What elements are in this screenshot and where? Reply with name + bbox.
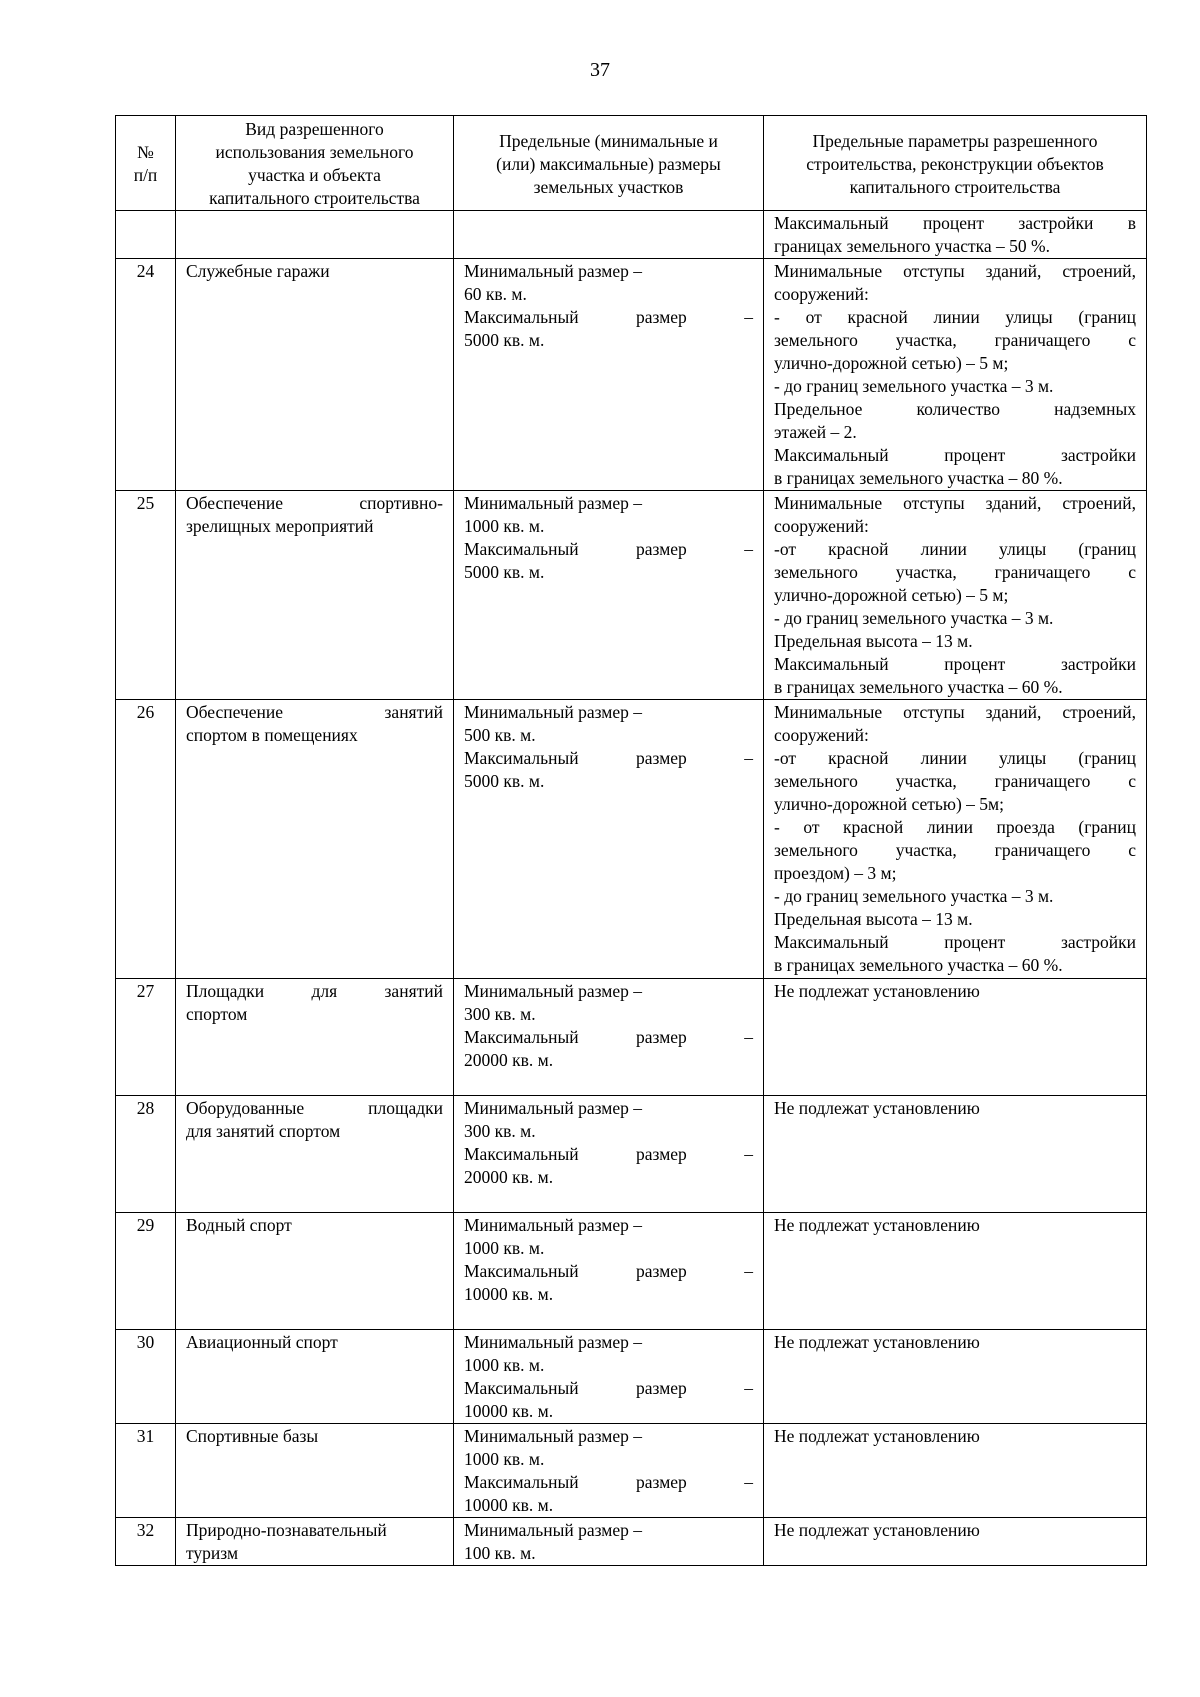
cell-line: Минимальный размер – xyxy=(464,702,643,722)
row-number: 31 xyxy=(116,1424,176,1518)
use-type-cell xyxy=(176,211,454,259)
cell-line: - до границ земельного участка – 3 м. xyxy=(774,376,1054,396)
row-number: 24 xyxy=(116,259,176,491)
build-params-cell xyxy=(764,1424,1147,1518)
cell-line: 20000 кв. м. xyxy=(464,1167,554,1187)
table-body xyxy=(116,211,1147,1566)
build-params-cell xyxy=(764,491,1147,700)
row-number: 26 xyxy=(116,700,176,979)
use-type-cell xyxy=(176,1330,454,1424)
build-params-cell xyxy=(764,259,1147,491)
cell-line: Минимальный размер – xyxy=(464,1426,643,1446)
cell-line: Предельная высота – 13 м. xyxy=(774,631,973,651)
cell-line: зрелищных мероприятий xyxy=(186,516,374,536)
table-row xyxy=(116,259,1147,491)
cell-line: земельного участка, граничащего с xyxy=(774,840,1136,860)
cell-line: для занятий спортом xyxy=(186,1121,341,1141)
cell-line: Максимальный процент застройки в xyxy=(774,213,1136,233)
cell-line: сооружений: xyxy=(774,284,869,304)
cell-line: в границах земельного участка – 60 %. xyxy=(774,677,1063,697)
cell-line: Минимальный размер – xyxy=(464,1215,643,1235)
cell-line: 5000 кв. м. xyxy=(464,771,545,791)
cell-line: Максимальный размер – xyxy=(464,1261,753,1281)
cell-line: Не подлежат установлению xyxy=(774,1426,980,1446)
header-line: № xyxy=(137,142,154,162)
header-line: Предельные (минимальные и xyxy=(499,130,718,151)
row-number: 28 xyxy=(116,1096,176,1213)
cell-line: Не подлежат установлению xyxy=(774,1332,980,1352)
cell-line: сооружений: xyxy=(774,516,869,536)
cell-line: - до границ земельного участка – 3 м. xyxy=(774,608,1054,628)
cell-line: 10000 кв. м. xyxy=(464,1495,554,1515)
header-line: земельных участков xyxy=(533,176,684,197)
cell-line: 60 кв. м. xyxy=(464,284,527,304)
page-number: 37 xyxy=(590,59,610,81)
cell-line: Максимальный размер – xyxy=(464,748,753,768)
cell-line: улично-дорожной сетью) – 5 м; xyxy=(774,585,1009,605)
cell-line: Не подлежат установлению xyxy=(774,981,980,1001)
header-plot-sizes xyxy=(454,116,764,211)
table-row xyxy=(116,1096,1147,1213)
cell-line: Максимальный размер – xyxy=(464,307,753,327)
header-line: капитального строительства xyxy=(209,188,420,208)
table-row xyxy=(116,1424,1147,1518)
header-line: (или) максимальные) размеры xyxy=(496,153,721,174)
plot-size-cell xyxy=(454,979,764,1096)
header-number xyxy=(116,116,176,211)
use-type-cell xyxy=(176,1096,454,1213)
cell-line: 100 кв. м. xyxy=(464,1543,536,1563)
header-build-params xyxy=(764,116,1147,211)
header-line: Предельные параметры разрешенного xyxy=(812,130,1098,151)
table-row xyxy=(116,979,1147,1096)
table-row xyxy=(116,491,1147,700)
plot-size-cell xyxy=(454,700,764,979)
cell-line: Минимальные отступы зданий, строений, xyxy=(774,261,1136,281)
use-type-cell xyxy=(176,259,454,491)
cell-line: Максимальный процент застройки xyxy=(774,932,1136,952)
cell-line: проездом) – 3 м; xyxy=(774,863,897,883)
build-params-cell xyxy=(764,211,1147,259)
cell-line: Минимальный размер – xyxy=(464,1520,643,1540)
build-params-cell xyxy=(764,979,1147,1096)
use-type-cell xyxy=(176,1518,454,1566)
cell-line: Максимальный размер – xyxy=(464,539,753,559)
use-type-cell xyxy=(176,700,454,979)
build-params-cell xyxy=(764,700,1147,979)
cell-line: Минимальный размер – xyxy=(464,493,643,513)
cell-line: в границах земельного участка – 60 %. xyxy=(774,955,1063,975)
cell-line: Водный спорт xyxy=(186,1215,292,1235)
cell-line: Максимальный размер – xyxy=(464,1378,753,1398)
cell-line: Не подлежат установлению xyxy=(774,1098,980,1118)
cell-line: 300 кв. м. xyxy=(464,1121,536,1141)
cell-line: Максимальный размер – xyxy=(464,1027,753,1047)
cell-line: 500 кв. м. xyxy=(464,725,536,745)
cell-line: Не подлежат установлению xyxy=(774,1215,980,1235)
use-type-cell xyxy=(176,979,454,1096)
header-line: строительства, реконструкции объектов xyxy=(806,153,1104,174)
cell-line: земельного участка, граничащего с xyxy=(774,330,1136,350)
cell-line: 10000 кв. м. xyxy=(464,1284,554,1304)
use-type-cell xyxy=(176,1424,454,1518)
cell-line: Минимальные отступы зданий, строений, xyxy=(774,493,1136,513)
cell-line: Минимальный размер – xyxy=(464,1098,643,1118)
header-line: использования земельного xyxy=(215,142,414,162)
plot-size-cell xyxy=(454,491,764,700)
cell-line: 10000 кв. м. xyxy=(464,1401,554,1421)
cell-line: Минимальный размер – xyxy=(464,1332,643,1352)
plot-size-cell xyxy=(454,1096,764,1213)
cell-line: Служебные гаражи xyxy=(186,261,330,281)
cell-line: 5000 кв. м. xyxy=(464,562,545,582)
cell-line: этажей – 2. xyxy=(774,422,857,442)
table-row xyxy=(116,1213,1147,1330)
cell-line: Предельная высота – 13 м. xyxy=(774,909,973,929)
cell-line: - от красной линии улицы (границ xyxy=(774,307,1136,327)
table-row xyxy=(116,1330,1147,1424)
cell-line: спортом в помещениях xyxy=(186,725,358,745)
cell-line: -от красной линии улицы (границ xyxy=(774,748,1136,768)
cell-line: 5000 кв. м. xyxy=(464,330,545,350)
cell-line: 1000 кв. м. xyxy=(464,1238,545,1258)
cell-line: 1000 кв. м. xyxy=(464,1449,545,1469)
cell-line: Авиационный спорт xyxy=(186,1332,338,1352)
plot-size-cell xyxy=(454,1424,764,1518)
row-number: 29 xyxy=(116,1213,176,1330)
cell-line: Не подлежат установлению xyxy=(774,1520,980,1540)
cell-line: Предельное количество надземных xyxy=(774,399,1136,419)
cell-line: -от красной линии улицы (границ xyxy=(774,539,1136,559)
use-type-cell xyxy=(176,491,454,700)
header-line: участка и объекта xyxy=(248,165,381,185)
cell-line: 20000 кв. м. xyxy=(464,1050,554,1070)
build-params-cell xyxy=(764,1330,1147,1424)
cell-line: Оборудованные площадки xyxy=(186,1098,443,1118)
build-params-cell xyxy=(764,1096,1147,1213)
row-number: 32 xyxy=(116,1518,176,1566)
cell-line: - от красной линии проезда (границ xyxy=(774,817,1136,837)
plot-size-cell xyxy=(454,259,764,491)
row-number xyxy=(116,211,176,259)
cell-line: границах земельного участка – 50 %. xyxy=(774,236,1050,256)
cell-line: Минимальные отступы зданий, строений, xyxy=(774,702,1136,722)
row-number: 27 xyxy=(116,979,176,1096)
cell-line: Обеспечение спортивно- xyxy=(186,493,443,513)
cell-line: земельного участка, граничащего с xyxy=(774,562,1136,582)
plot-size-cell xyxy=(454,1518,764,1566)
cell-line: Максимальный размер – xyxy=(464,1144,753,1164)
build-params-cell xyxy=(764,1518,1147,1566)
cell-line: Спортивные базы xyxy=(186,1426,319,1446)
row-number: 30 xyxy=(116,1330,176,1424)
table-row xyxy=(116,211,1147,259)
cell-line: земельного участка, граничащего с xyxy=(774,771,1136,791)
plot-size-cell xyxy=(454,211,764,259)
cell-line: Максимальный процент застройки xyxy=(774,445,1136,465)
header-line: капитального строительства xyxy=(849,176,1061,197)
cell-line: 1000 кв. м. xyxy=(464,1355,545,1375)
cell-line: Максимальный процент застройки xyxy=(774,654,1136,674)
cell-line: Природно-познавательный xyxy=(186,1520,387,1540)
table-row xyxy=(116,1518,1147,1566)
cell-line: Минимальный размер – xyxy=(464,981,643,1001)
header-line: п/п xyxy=(133,165,158,185)
table-row xyxy=(116,700,1147,979)
table-header-row xyxy=(116,116,1147,211)
cell-line: 300 кв. м. xyxy=(464,1004,536,1024)
cell-line: улично-дорожной сетью) – 5 м; xyxy=(774,353,1009,373)
cell-line: спортом xyxy=(186,1004,248,1024)
cell-line: сооружений: xyxy=(774,725,869,745)
plot-size-cell xyxy=(454,1330,764,1424)
cell-line: Максимальный размер – xyxy=(464,1472,753,1492)
plot-size-cell xyxy=(454,1213,764,1330)
use-type-cell xyxy=(176,1213,454,1330)
build-params-cell xyxy=(764,1213,1147,1330)
cell-line: Минимальный размер – xyxy=(464,261,643,281)
cell-line: в границах земельного участка – 80 %. xyxy=(774,468,1063,488)
cell-line: улично-дорожной сетью) – 5м; xyxy=(774,794,1004,814)
cell-line: Площадки для занятий xyxy=(186,981,443,1001)
header-line: Вид разрешенного xyxy=(245,119,384,139)
header-use-type xyxy=(176,116,454,211)
cell-line: 1000 кв. м. xyxy=(464,516,545,536)
cell-line: Обеспечение занятий xyxy=(186,702,443,722)
cell-line: туризм xyxy=(186,1543,239,1563)
row-number: 25 xyxy=(116,491,176,700)
cell-line: - до границ земельного участка – 3 м. xyxy=(774,886,1054,906)
land-use-table xyxy=(115,115,1147,1566)
